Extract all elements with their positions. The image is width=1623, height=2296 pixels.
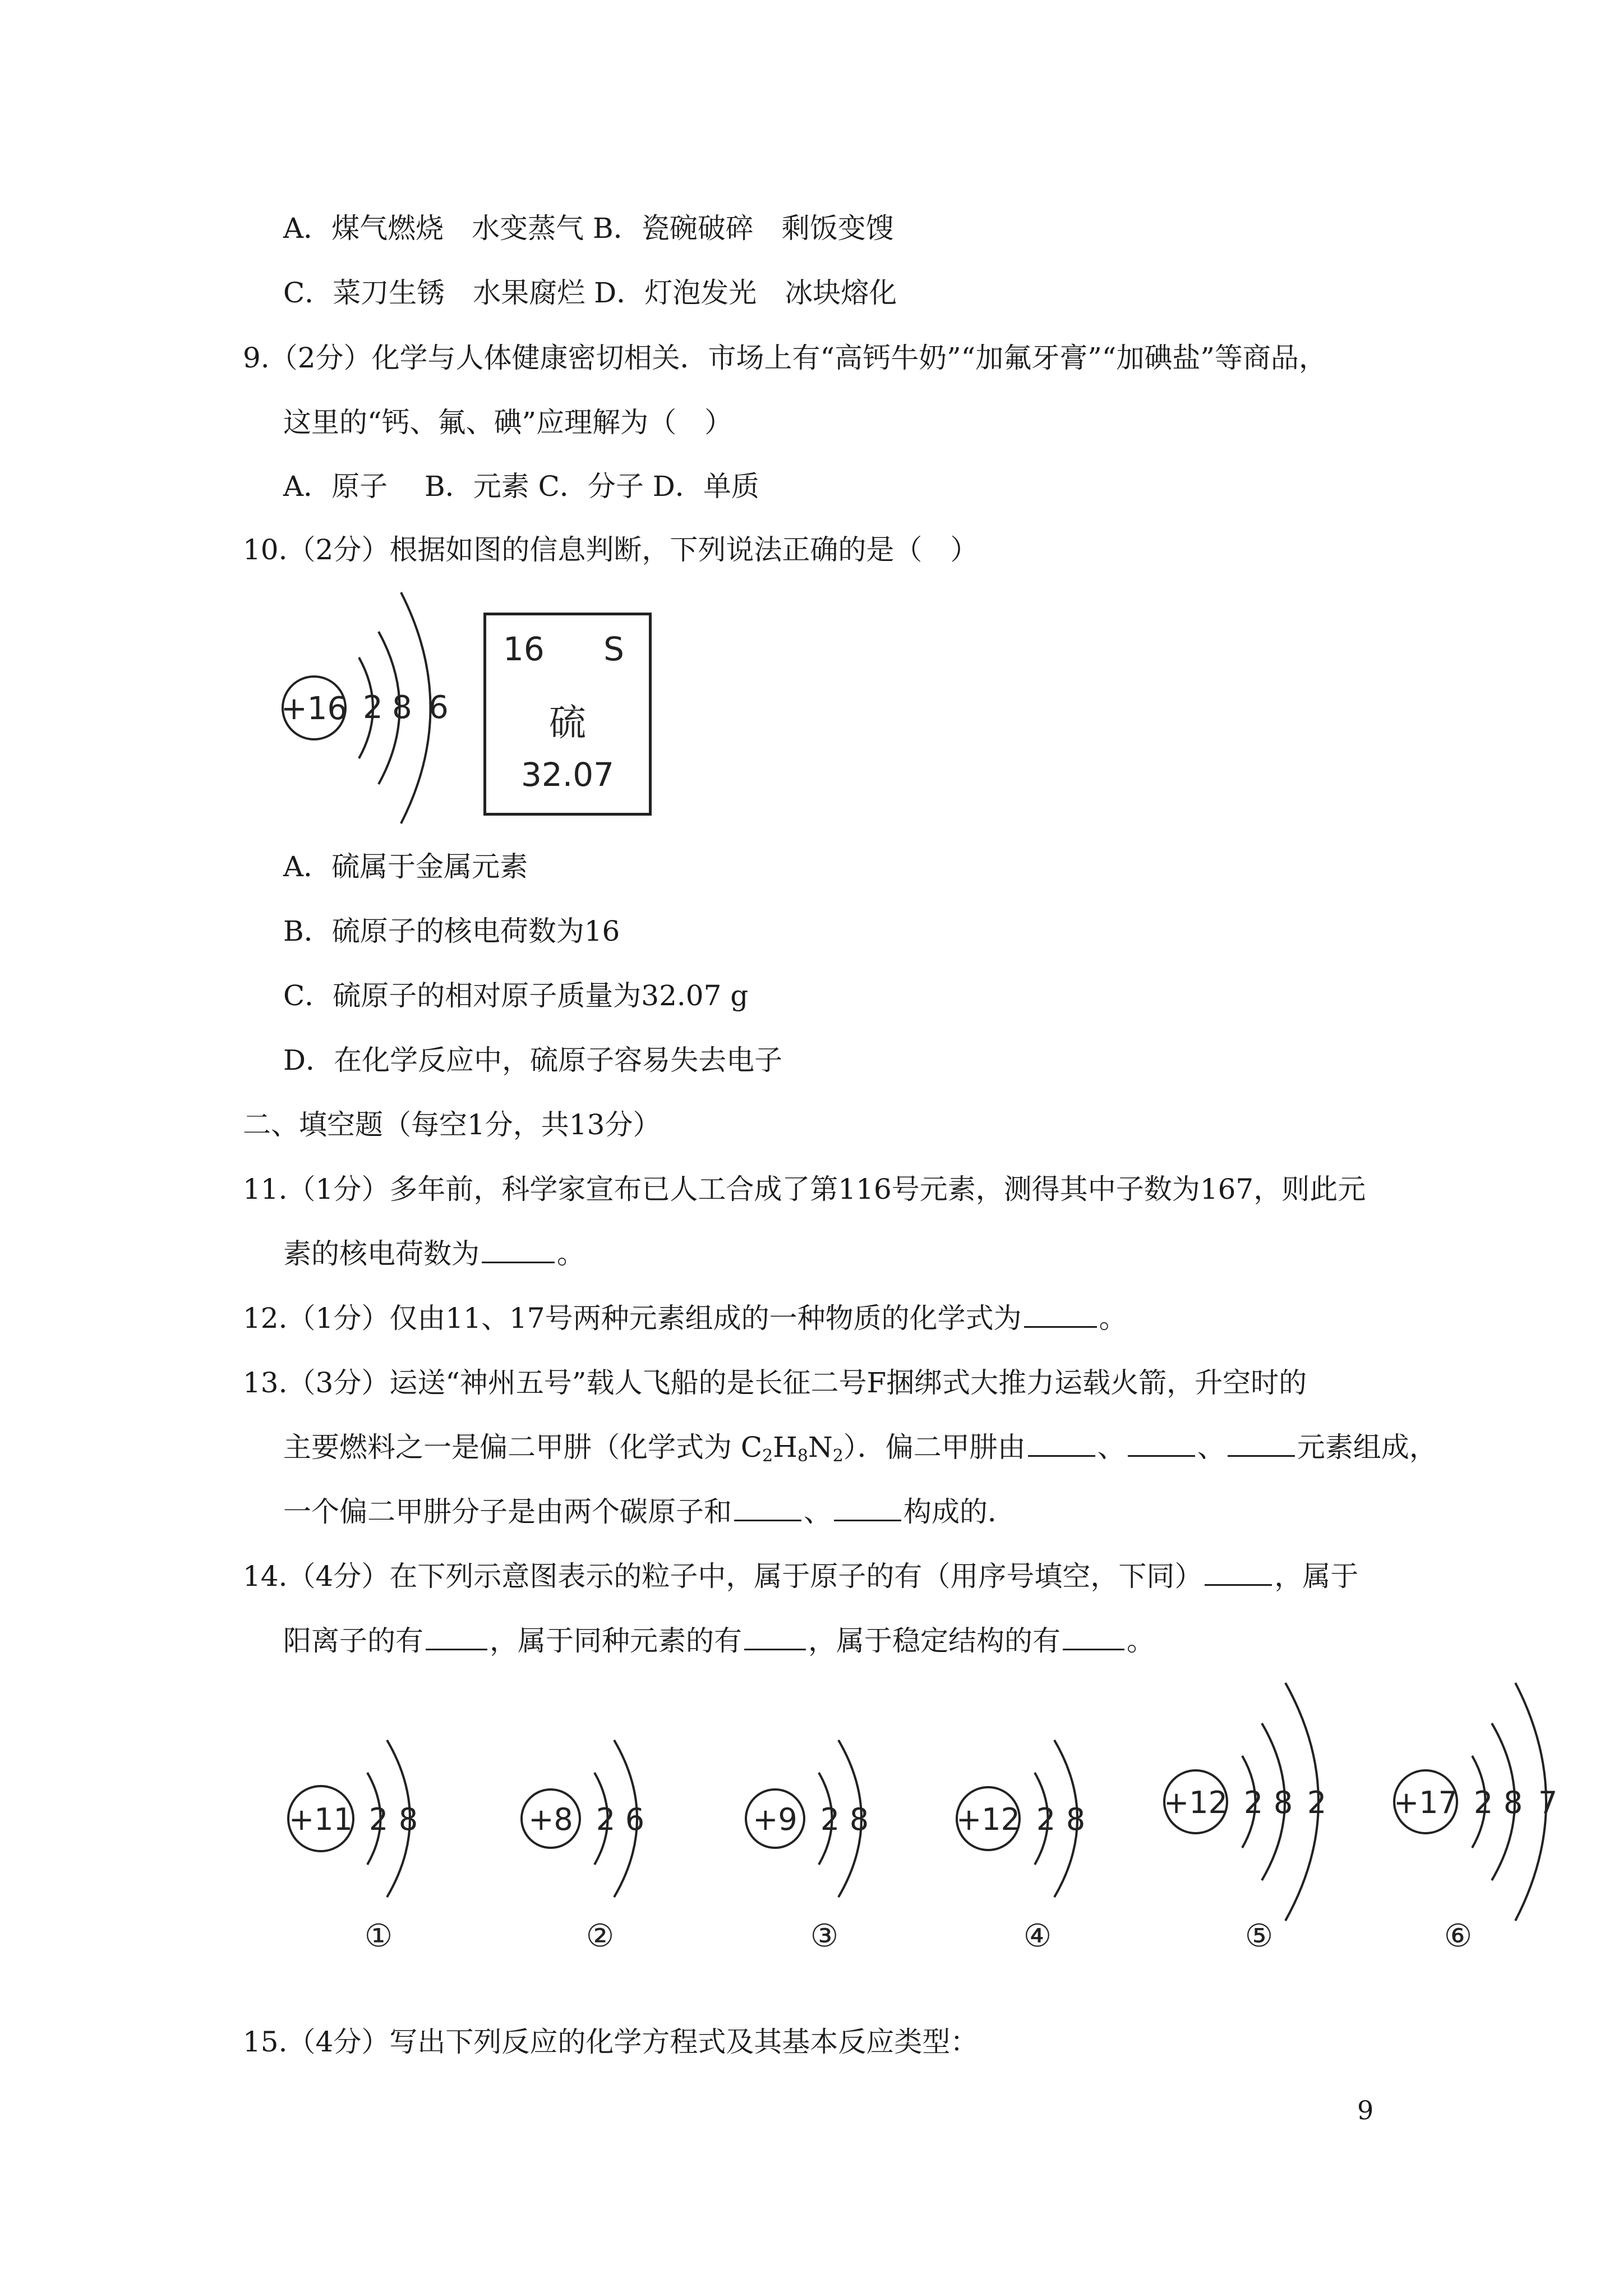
particle-2-label: ② <box>585 1918 615 1954</box>
particle-1 <box>288 1740 418 1954</box>
particle-6 <box>1394 1683 1557 1954</box>
particle-3-charge: +9 <box>753 1802 797 1837</box>
particle-3-shell-2: 8 <box>849 1802 869 1837</box>
q15-stem: 15.（4分）写出下列反应的化学方程式及其基本反应类型： <box>243 2026 979 2058</box>
particle-diagrams <box>275 1677 1581 1969</box>
q13-line-1: 13.（3分）运送“神州五号”载人飞船的是长征二号F捆绑式大推力运载火箭，升空时的 <box>243 1366 1307 1399</box>
q13-sep-1: 、 <box>1097 1431 1126 1464</box>
q12-answer-blank[interactable] <box>1024 1300 1097 1328</box>
shell-1-electrons: 2 <box>363 689 383 726</box>
q13-n-subscript: 2 <box>832 1446 843 1466</box>
q11-end: 。 <box>557 1237 585 1270</box>
q13-text-b: ）．偏二甲肼由 <box>843 1431 1026 1464</box>
q13-sep-3: 、 <box>804 1496 832 1528</box>
particle-1-shell-2: 8 <box>398 1802 418 1837</box>
particle-5 <box>1164 1683 1326 1954</box>
q12-line <box>243 1299 1127 1338</box>
q13-sep-2: 、 <box>1197 1431 1225 1464</box>
particle-4-charge: +12 <box>956 1802 1020 1837</box>
particle-5-shell-1: 2 <box>1243 1785 1264 1820</box>
particle-5-shell-2: 8 <box>1273 1785 1293 1820</box>
particle-2-charge: +8 <box>528 1802 573 1837</box>
q13-blank-1[interactable] <box>1028 1429 1095 1457</box>
atomic-number: 16 <box>503 630 545 668</box>
q11-text: 素的核电荷数为 <box>283 1237 479 1270</box>
section-2-title: 二、填空题（每空1分，共13分） <box>243 1108 661 1141</box>
element-name: 硫 <box>549 701 586 744</box>
particle-4-shell-2: 8 <box>1066 1802 1086 1837</box>
q13-text-a: 主要燃料之一是偏二甲肼（化学式为 C <box>283 1431 763 1464</box>
q13-blank-4[interactable] <box>734 1494 801 1521</box>
q14-blank-cations[interactable] <box>426 1623 487 1650</box>
page-number: 9 <box>1357 2095 1374 2125</box>
q9-options: A．原子 B．元素 C．分子 D．单质 <box>283 470 759 503</box>
q13-blank-3[interactable] <box>1228 1429 1295 1457</box>
particle-3 <box>746 1740 869 1954</box>
particle-6-label: ⑥ <box>1444 1918 1473 1954</box>
q10-stem: 10.（2分）根据如图的信息判断，下列说法正确的是（ ） <box>243 533 979 566</box>
q13-line-3 <box>283 1492 1016 1531</box>
particle-5-charge: +12 <box>1164 1785 1228 1820</box>
q13-text-c: 元素组成， <box>1297 1431 1437 1464</box>
q14-blank-stable[interactable] <box>1063 1623 1124 1650</box>
q13-h-subscript: 8 <box>797 1446 808 1466</box>
q10-option-c: C．硫原子的相对原子质量为32.07 g <box>283 979 749 1012</box>
particle-6-charge: +17 <box>1394 1785 1458 1820</box>
q13-h: H <box>773 1431 797 1464</box>
q14-text-c: 阳离子的有 <box>283 1625 423 1657</box>
nucleus-charge: +16 <box>280 691 348 727</box>
q10-option-d: D．在化学反应中，硫原子容易失去电子 <box>283 1044 783 1076</box>
particle-2-shell-1: 2 <box>596 1802 616 1837</box>
particle-3-shell-1: 2 <box>820 1802 840 1837</box>
q12-end: 。 <box>1099 1302 1127 1335</box>
particle-1-charge: +11 <box>289 1802 353 1837</box>
atomic-mass: 32.07 <box>520 756 615 794</box>
q8-option-line-1: A．煤气燃烧 水变蒸气 B．瓷碗破碎 剩饭变馊 <box>283 212 894 245</box>
particle-6-shell-2: 8 <box>1503 1785 1523 1820</box>
q13-line-2 <box>283 1428 1437 1467</box>
particle-1-label: ① <box>364 1918 393 1954</box>
q14-line-1 <box>243 1557 1358 1596</box>
particle-4-label: ④ <box>1023 1918 1052 1954</box>
particle-3-label: ③ <box>810 1918 839 1954</box>
q13-n: N <box>808 1431 833 1464</box>
q10-option-b: B．硫原子的核电荷数为16 <box>283 915 620 947</box>
particle-6-shell-3: 7 <box>1538 1785 1558 1820</box>
q13-blank-5[interactable] <box>834 1494 901 1521</box>
q14-blank-same-element[interactable] <box>744 1623 806 1650</box>
q12-text: 12.（1分）仅由11、17号两种元素组成的一种物质的化学式为 <box>243 1302 1022 1335</box>
q14-text-e: ，属于稳定结构的有 <box>808 1625 1061 1657</box>
particle-1-shell-1: 2 <box>368 1802 389 1837</box>
particle-5-label: ⑤ <box>1244 1918 1274 1954</box>
q8-option-line-2: C．菜刀生锈 水果腐烂 D．灯泡发光 冰块熔化 <box>283 277 897 309</box>
q13-c-subscript: 2 <box>762 1446 773 1466</box>
q11-answer-blank[interactable] <box>482 1236 555 1263</box>
q9-stem-line-2: 这里的“钙、氟、碘”应理解为（ ） <box>283 406 733 439</box>
q14-text-d: ，属于同种元素的有 <box>490 1625 742 1657</box>
element-symbol: S <box>603 630 624 668</box>
q14-line-2 <box>283 1621 1155 1660</box>
particle-4 <box>956 1740 1085 1954</box>
q14-blank-atoms[interactable] <box>1205 1558 1272 1586</box>
shell-3-electrons: 6 <box>428 689 449 726</box>
sulfur-element-card <box>483 613 652 816</box>
particle-2-shell-2: 6 <box>625 1802 645 1837</box>
q13-text-d: 一个偏二甲肼分子是由两个碳原子和 <box>283 1496 732 1528</box>
q9-stem-line-1: 9.（2分）化学与人体健康密切相关．市场上有“高钙牛奶”“加氟牙膏”“加碘盐”等商品， <box>243 342 1327 374</box>
q14-text-f: 。 <box>1127 1625 1155 1657</box>
q13-blank-2[interactable] <box>1128 1429 1195 1457</box>
q14-text-a: 14.（4分）在下列示意图表示的粒子中，属于原子的有（用序号填空，下同） <box>243 1560 1203 1593</box>
shell-2-electrons: 8 <box>392 689 412 726</box>
q11-line-2 <box>283 1234 585 1273</box>
sulfur-atom-diagram <box>275 583 465 830</box>
particle-4-shell-1: 2 <box>1036 1802 1056 1837</box>
q11-line-1: 11.（1分）多年前，科学家宣布已人工合成了第116号元素，测得其中子数为167，则此元 <box>243 1173 1366 1205</box>
particle-2 <box>522 1740 644 1954</box>
q14-text-b: ，属于 <box>1274 1560 1359 1593</box>
q13-text-e: 构成的． <box>903 1496 1016 1528</box>
particle-6-shell-1: 2 <box>1473 1785 1493 1820</box>
q10-option-a: A．硫属于金属元素 <box>283 850 528 883</box>
particle-5-shell-3: 2 <box>1307 1785 1327 1820</box>
